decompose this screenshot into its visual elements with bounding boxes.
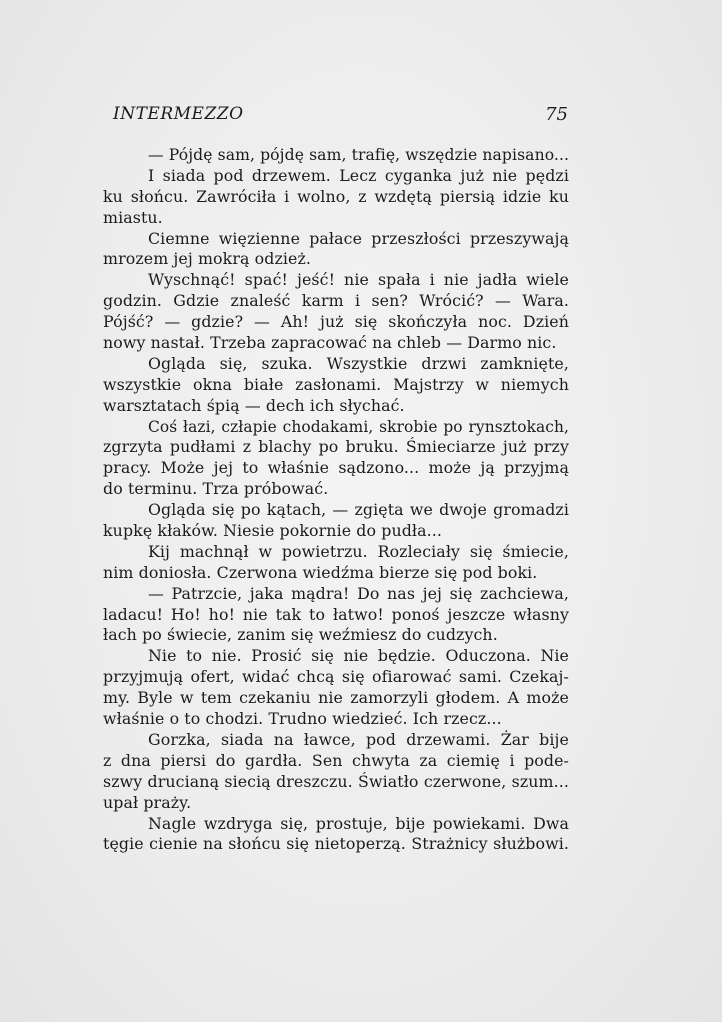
text-line: Wyschnąć! spać! jeść! nie spała i nie jadła wiele [148, 270, 569, 290]
text-line: miastu. [103, 207, 163, 227]
text-line: Pójść? — gdzie? — Ah! już się skończyła noc. Dzień [103, 312, 569, 332]
text-line: Nie to nie. Prosić się nie będzie. Oduczona. Nie [148, 646, 569, 666]
text-line: my. Byle w tem czekaniu nie zamorzyli głodem. A może [103, 688, 569, 708]
text-line: Ogląda się po kątach, — zgięta we dwoje gromadzi [148, 500, 569, 520]
text-line: Ogląda się, szuka. Wszystkie drzwi zamknięte, [148, 353, 569, 373]
text-line: nowy nastał. Trzeba zapracować na chleb — Darmo nic. [103, 333, 557, 353]
text-line: — Patrzcie, jaka mądra! Do nas jej się zachciewa, [148, 583, 569, 603]
text-line: do terminu. Trza próbować. [103, 479, 329, 499]
text-line: zgrzyta pudłami z blachy po bruku. Śmieciarze już przy [103, 437, 569, 457]
text-line: I siada pod drzewem. Lecz cyganka już nie pędzi [148, 165, 569, 185]
running-head: INTERMEZZO [113, 104, 244, 124]
page-number: 75 [545, 104, 568, 125]
text-line: godzin. Gdzie znaleść karm i sen? Wrócić? — Wara. [103, 291, 569, 311]
text-line: Ciemne więzienne pałace przeszłości przeszywają [148, 228, 569, 248]
text-line: ladacu! Ho! ho! nie tak to łatwo! ponoś jeszcze własny [103, 604, 569, 624]
text-line: właśnie o to chodzi. Trudno wiedzieć. Ich rzecz... [103, 709, 502, 729]
text-line: Kij machnął w powietrzu. Rozleciały się śmiecie, [148, 541, 569, 561]
text-line: — Pójdę sam, pójdę sam, trafię, wszędzie napisano... [148, 146, 570, 164]
text-line: mrozem jej mokrą odzież. [103, 249, 312, 269]
body-text [103, 145, 569, 855]
text-line: Nagle wzdryga się, prostuje, bije powiekami. Dwa [148, 813, 569, 833]
text-line: upał praży. [103, 792, 192, 812]
text-line: z dna piersi do gardła. Sen chwyta za ciemię i pode- [103, 750, 569, 770]
text-line: szwy drucianą siecią dreszczu. Światło czerwone, szum... [103, 771, 569, 791]
text-line: łach po świecie, zanim się weźmiesz do cudzych. [103, 625, 498, 645]
text-line: Gorzka, siada na ławce, pod drzewami. Żar bije [148, 729, 569, 749]
page-header [113, 104, 568, 128]
text-line: nim doniosła. Czerwona wiedźma bierze się pod boki. [103, 562, 538, 582]
text-line: pracy. Może jej to właśnie sądzono... może ją przyjmą [103, 458, 569, 478]
text-line: wszystkie okna białe zasłonami. Majstrzy w niemych [103, 374, 569, 394]
text-line: ku słońcu. Zawróciła i wolno, z wzdętą piersią idzie ku [103, 186, 569, 206]
text-line: warsztatach śpią — dech ich słychać. [103, 395, 405, 415]
text-line: kupkę kłaków. Niesie pokornie do pudła... [103, 521, 443, 541]
text-line: przyjmują ofert, widać chcą się ofiarować sami. Czekaj- [103, 667, 569, 687]
text-line: Coś łazi, człapie chodakami, skrobie po rynsztokach, [148, 417, 569, 436]
text-line: tęgie cienie na słońcu się nietoperzą. Strażnicy służbowi. [103, 834, 569, 854]
